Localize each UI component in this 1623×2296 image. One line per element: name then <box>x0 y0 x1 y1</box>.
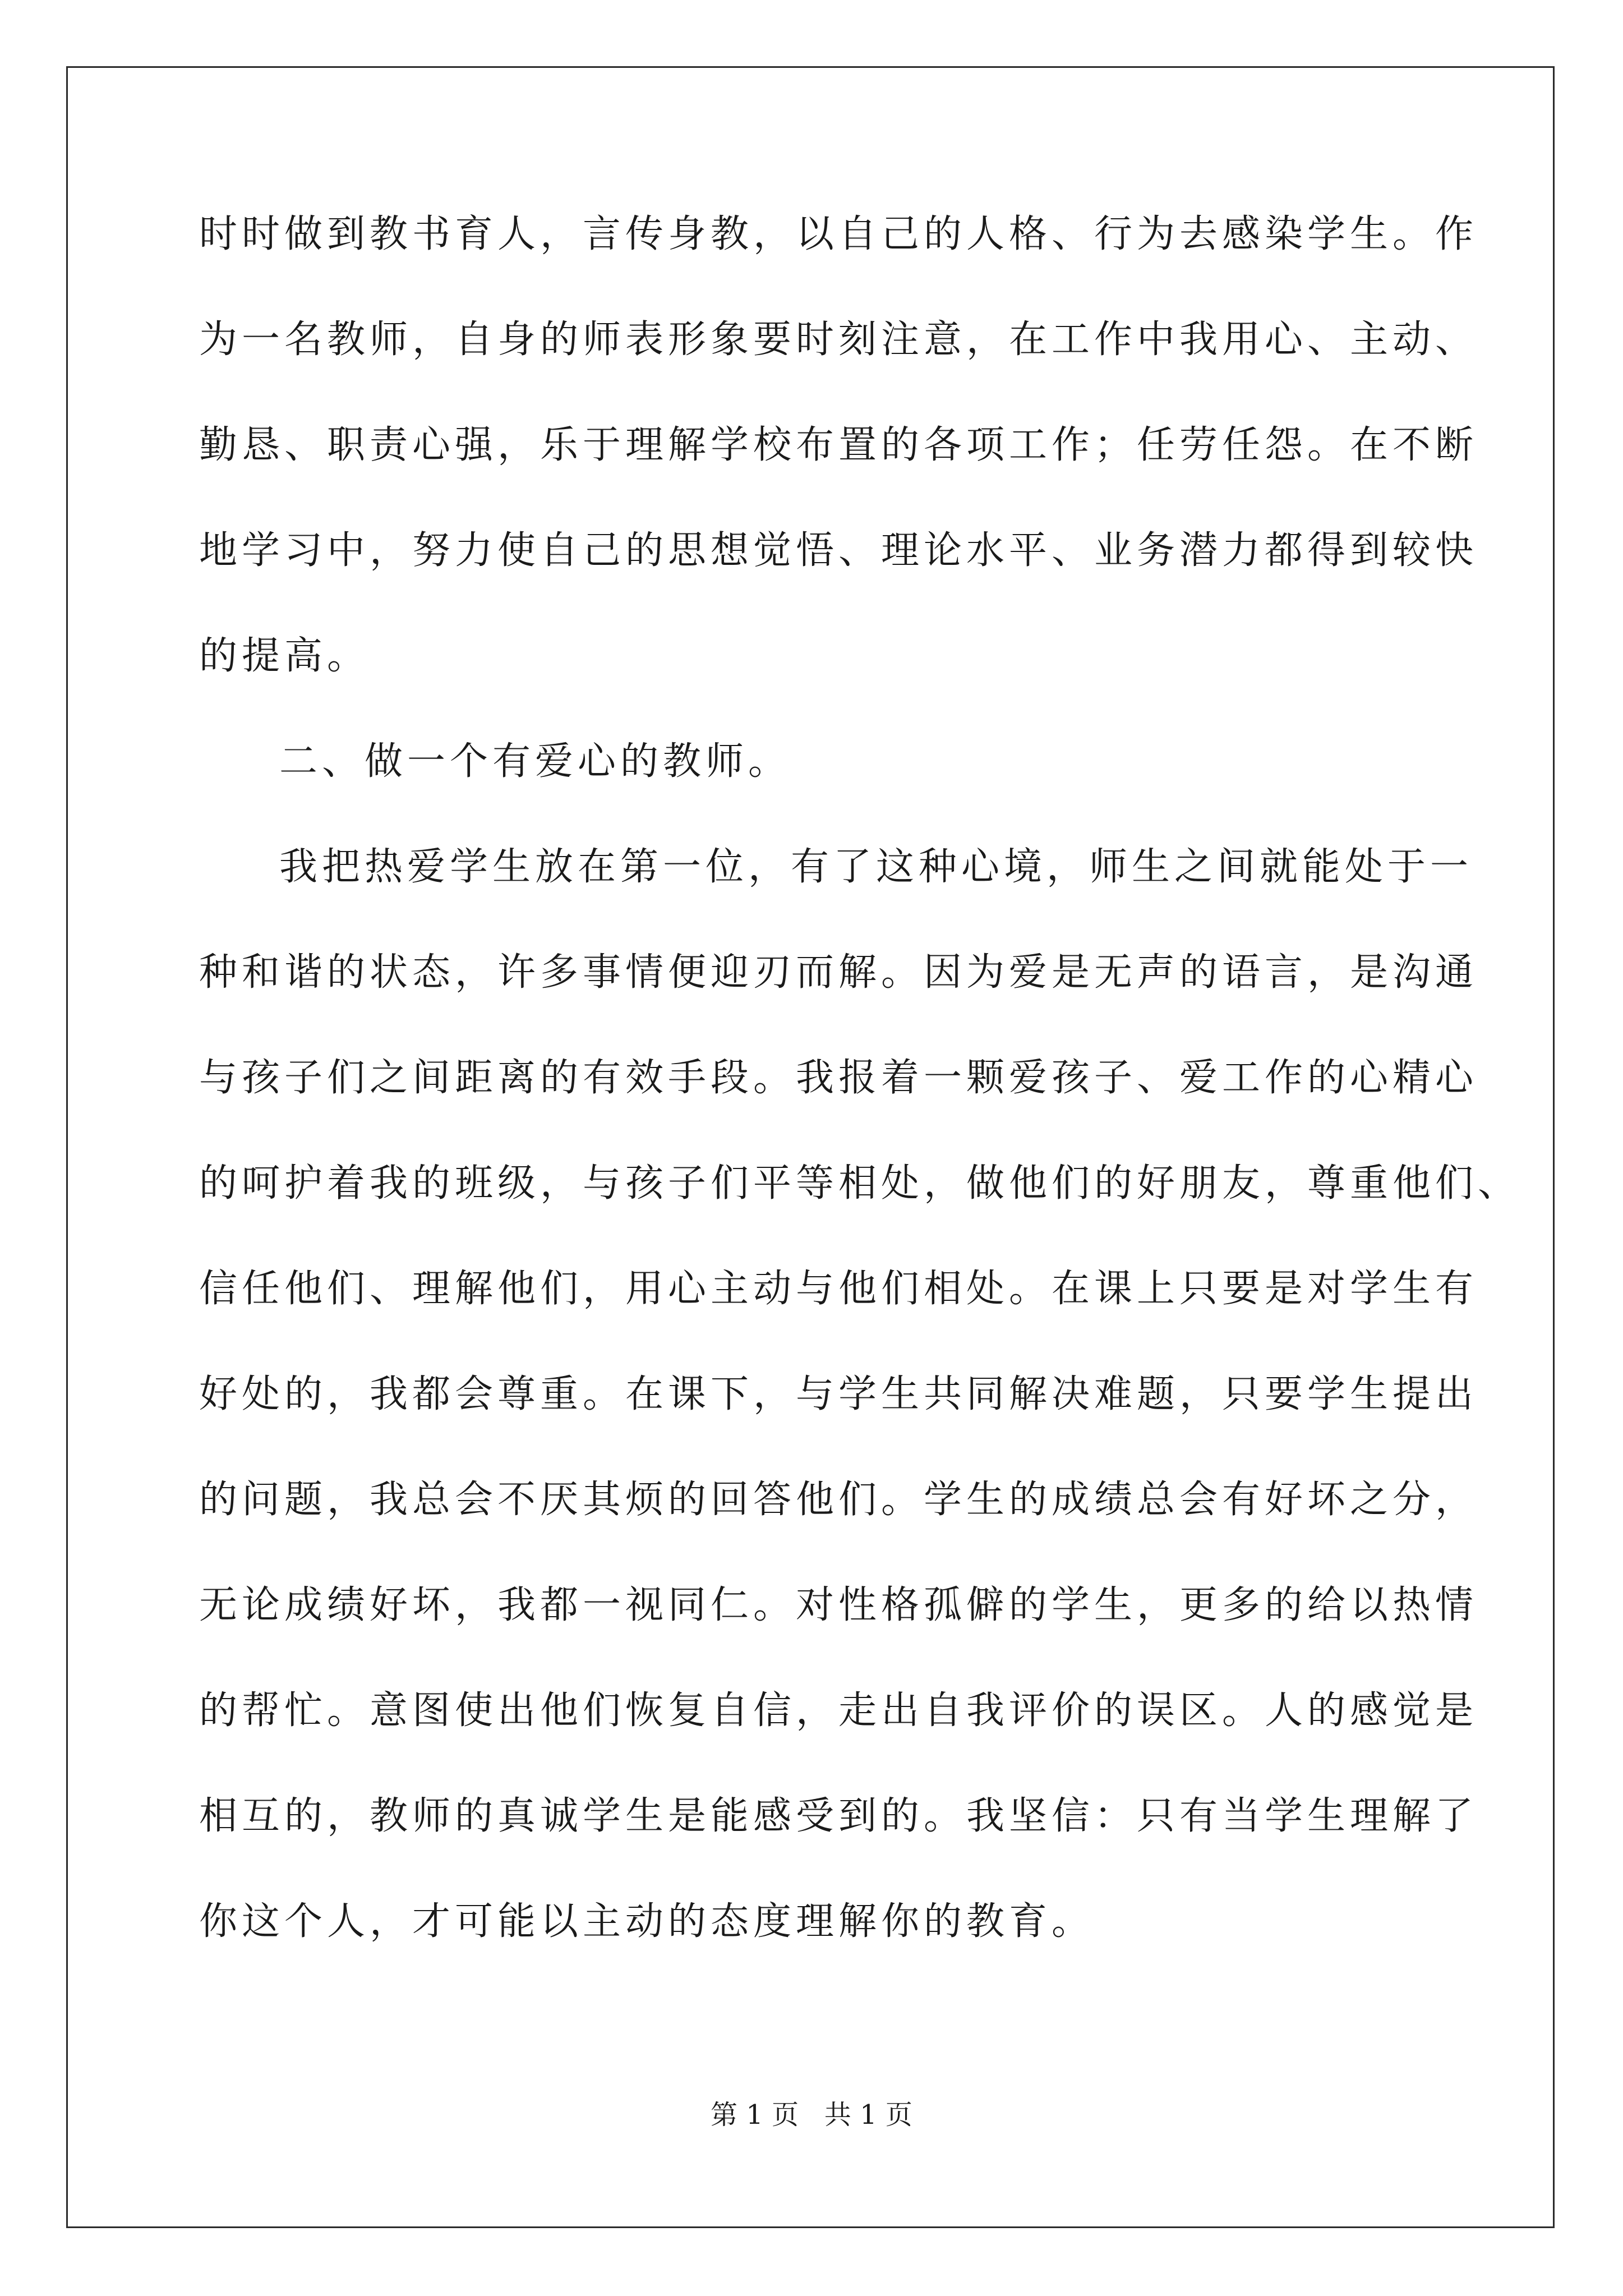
text-line: 时时做到教书育人，言传身教，以自己的人格、行为去感染学生。作 <box>199 212 1478 256</box>
text-line: 种和谐的状态，许多事情便迎刃而解。因为爱是无声的语言，是沟通 <box>199 950 1478 995</box>
text-line: 勤恳、职责心强，乐于理解学校布置的各项工作；任劳任怨。在不断 <box>199 423 1478 467</box>
text-line: 相互的，教师的真诚学生是能感受到的。我坚信：只有当学生理解了 <box>199 1794 1478 1838</box>
text-line: 的提高。 <box>199 634 370 678</box>
section-heading: 二、做一个有爱心的教师。 <box>279 739 791 784</box>
text-line: 的问题，我总会不厌其烦的回答他们。学生的成绩总会有好坏之分， <box>199 1478 1478 1522</box>
document-body <box>199 212 1521 2006</box>
text-line: 与孩子们之间距离的有效手段。我报着一颗爱孩子、爱工作的心精心 <box>199 1056 1478 1100</box>
text-line: 无论成绩好坏，我都一视同仁。对性格孤僻的学生，更多的给以热情 <box>199 1583 1478 1627</box>
text-line: 地学习中，努力使自己的思想觉悟、理论水平、业务潜力都得到较快 <box>199 528 1478 573</box>
text-line: 的呵护着我的班级，与孩子们平等相处，做他们的好朋友，尊重他们、 <box>199 1161 1521 1205</box>
text-line: 为一名教师，自身的师表形象要时刻注意，在工作中我用心、主动、 <box>199 318 1478 362</box>
text-line: 的帮忙。意图使出他们恢复自信，走出自我评价的误区。人的感觉是 <box>199 1688 1478 1733</box>
text-line: 信任他们、理解他们，用心主动与他们相处。在课上只要是对学生有 <box>199 1267 1478 1311</box>
page-number: 第 1 页 共 1 页 <box>711 2099 912 2131</box>
text-line: 你这个人，才可能以主动的态度理解你的教育。 <box>199 1899 1095 1944</box>
paragraph-first-line: 我把热爱学生放在第一位，有了这种心境，师生之间就能处于一 <box>279 845 1473 889</box>
text-line: 好处的，我都会尊重。在课下，与学生共同解决难题，只要学生提出 <box>199 1372 1478 1416</box>
